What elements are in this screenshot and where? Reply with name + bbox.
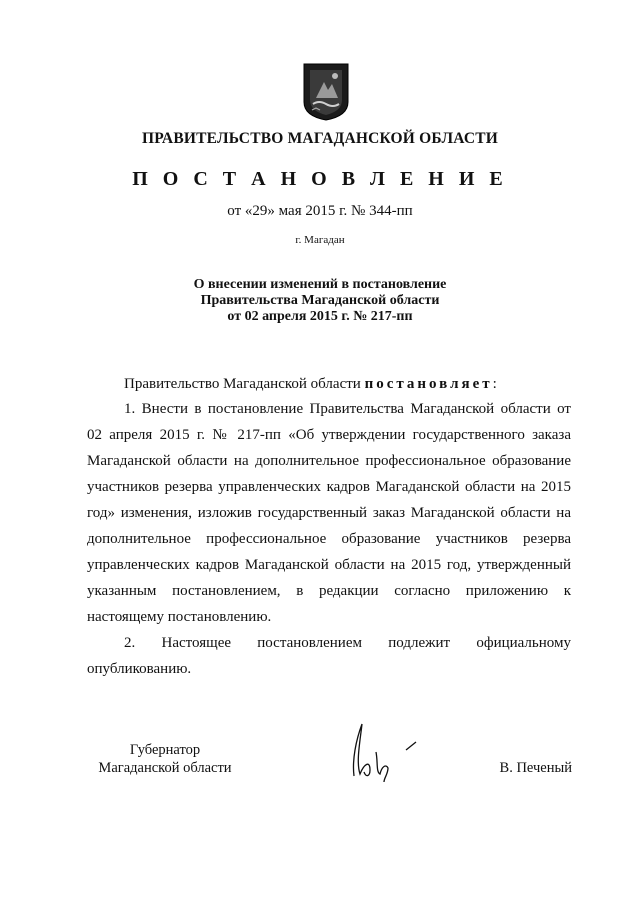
paragraph-1: 1. Внести в постановление Правительства Магаданской области от 02 апреля 2015 г. № 217-пп «Об утверждении государственного заказа Магаданской области на дополнительное профессиональное образование участников резерва управленческих кадров Магаданской области на 2015 год» изменения, изложив государственный заказ Магаданской области на дополнительное профессиональное образование участников резерва управленческих кадров Магаданской области на 2015 год, утвержденный указанным постановлением, в редакции согласно приложению к настоящему постановлению. [87,401,571,625]
intro-suffix: : [492,376,497,392]
signatory-name: В. Печеный [499,760,572,776]
organization-name: ПРАВИТЕЛЬСТВО МАГАДАНСКОЙ ОБЛАСТИ [141,130,499,147]
paragraph-2: 2. Настоящее постановлением подлежит официальному опубликованию. [87,635,571,677]
coat-of-arms-icon [302,62,350,122]
subject-line-3: от 02 апреля 2015 г. № 217-пп [227,309,413,324]
city-name: г. Магадан [295,234,345,246]
signatory-title-line-2: Магаданской области [98,760,232,776]
resolution-intro [87,371,571,397]
intro-prefix: Правительство Магаданской области [124,376,365,392]
subject-line-2: Правительства Магаданской области [200,293,440,308]
document-type: П О С Т А Н О В Л Е Н И Е [132,168,508,190]
signatory-title-line-1: Губернатор [129,742,201,758]
date-and-number: от «29» мая 2015 г. № 344-пп [227,203,413,219]
handwritten-signature [336,716,426,782]
document-subject [0,277,640,325]
intro-keyword: постановляет [364,376,493,392]
subject-line-1: О внесении изменений в постановление [193,277,447,292]
signatory-title [90,741,240,777]
